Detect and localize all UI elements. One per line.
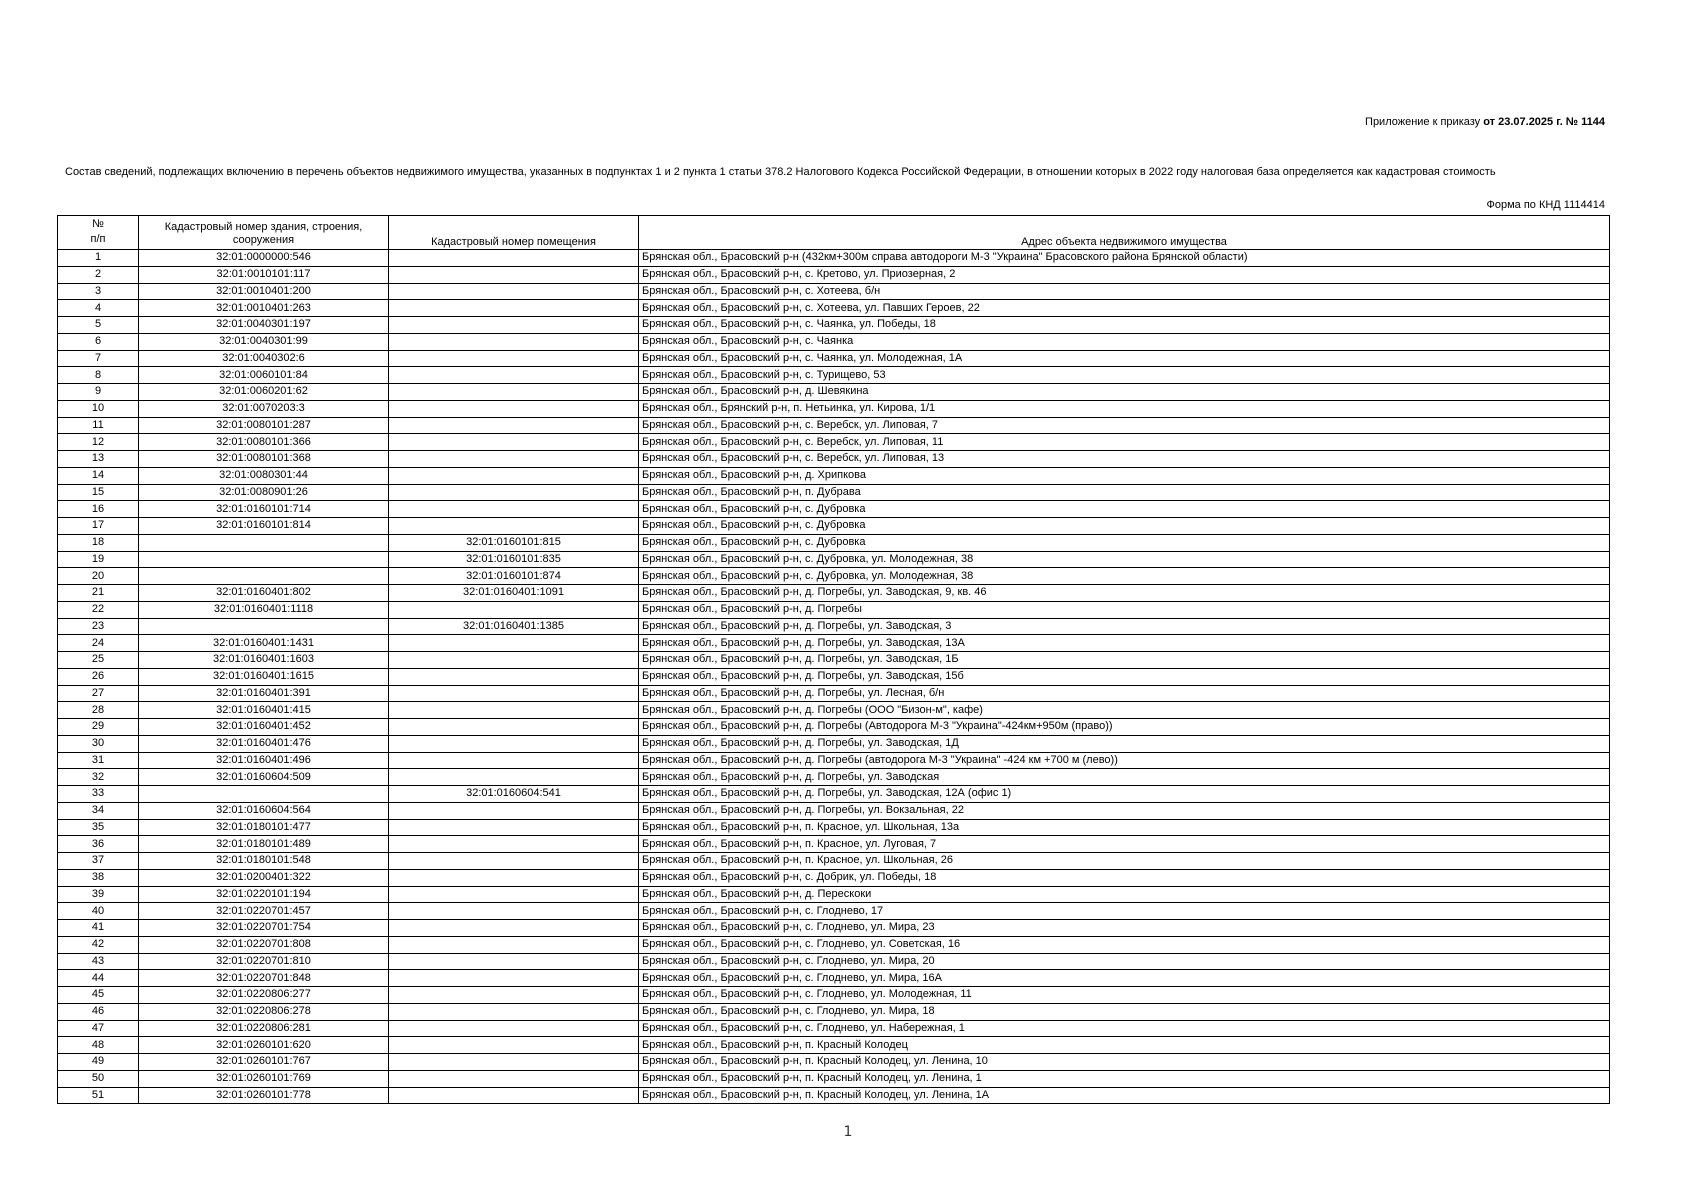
table-row — [58, 400, 1610, 417]
room-cadastral-cell — [389, 936, 639, 953]
room-cadastral-cell — [389, 1037, 639, 1054]
address-cell: Брянская обл., Брасовский р-н, д. Погребы (Автодорога М-3 "Украина"-424км+950м (право)) — [639, 719, 1610, 736]
building-cadastral-cell: 32:01:0060201:62 — [139, 384, 389, 401]
building-cadastral-cell: 32:01:0040301:197 — [139, 317, 389, 334]
building-cadastral-cell: 32:01:0220806:281 — [139, 1020, 389, 1037]
address-cell: Брянская обл., Брасовский р-н, д. Погребы, ул. Заводская, 1Б — [639, 652, 1610, 669]
room-cadastral-cell — [389, 635, 639, 652]
room-cadastral-cell — [389, 769, 639, 786]
building-cadastral-cell — [139, 568, 389, 585]
table-row — [58, 886, 1610, 903]
row-number-cell: 10 — [58, 400, 139, 417]
room-cadastral-cell — [389, 1087, 639, 1104]
building-cadastral-cell — [139, 534, 389, 551]
address-cell: Брянская обл., Брасовский р-н (432км+300м справа автодороги М-3 "Украина" Брасовского района Брянской области) — [639, 250, 1610, 267]
address-cell: Брянская обл., Брасовский р-н, п. Красное, ул. Школьная, 26 — [639, 853, 1610, 870]
table-row — [58, 317, 1610, 334]
row-number-cell: 46 — [58, 1003, 139, 1020]
building-cadastral-cell: 32:01:0080101:368 — [139, 451, 389, 468]
column-header-address: Адрес объекта недвижимого имущества — [639, 216, 1610, 250]
table-row — [58, 501, 1610, 518]
building-cadastral-cell: 32:01:0220701:808 — [139, 936, 389, 953]
row-number-cell: 16 — [58, 501, 139, 518]
table-row — [58, 417, 1610, 434]
building-cadastral-cell: 32:01:0080101:366 — [139, 434, 389, 451]
address-cell: Брянская обл., Брасовский р-н, д. Погребы, ул. Заводская, 15б — [639, 668, 1610, 685]
row-number-cell: 19 — [58, 551, 139, 568]
room-cadastral-cell: 32:01:0160101:874 — [389, 568, 639, 585]
building-cadastral-cell: 32:01:0160101:814 — [139, 518, 389, 535]
building-cadastral-cell — [139, 551, 389, 568]
table-row — [58, 819, 1610, 836]
room-cadastral-cell — [389, 1003, 639, 1020]
building-cadastral-cell: 32:01:0260101:778 — [139, 1087, 389, 1104]
address-cell: Брянская обл., Брасовский р-н, с. Чаянка — [639, 333, 1610, 350]
building-cadastral-cell: 32:01:0260101:620 — [139, 1037, 389, 1054]
room-cadastral-cell — [389, 1020, 639, 1037]
address-cell: Брянская обл., Брасовский р-н, д. Погребы, ул. Заводская — [639, 769, 1610, 786]
table-row — [58, 1087, 1610, 1104]
building-cadastral-cell: 32:01:0010401:200 — [139, 283, 389, 300]
building-cadastral-cell — [139, 786, 389, 803]
building-cadastral-cell: 32:01:0000000:546 — [139, 250, 389, 267]
room-cadastral-cell: 32:01:0160604:541 — [389, 786, 639, 803]
address-cell: Брянская обл., Брасовский р-н, с. Глоднево, ул. Мира, 20 — [639, 953, 1610, 970]
address-cell: Брянская обл., Брасовский р-н, д. Погребы, ул. Заводская, 12А (офис 1) — [639, 786, 1610, 803]
row-number-cell: 41 — [58, 920, 139, 937]
row-number-cell: 24 — [58, 635, 139, 652]
row-number-cell: 48 — [58, 1037, 139, 1054]
address-cell: Брянская обл., Брасовский р-н, д. Шевякина — [639, 384, 1610, 401]
table-row — [58, 802, 1610, 819]
row-number-cell: 29 — [58, 719, 139, 736]
table-row — [58, 367, 1610, 384]
row-number-cell: 9 — [58, 384, 139, 401]
table-row — [58, 970, 1610, 987]
row-number-cell: 51 — [58, 1087, 139, 1104]
address-cell: Брянская обл., Брасовский р-н, с. Кретово, ул. Приозерная, 2 — [639, 266, 1610, 283]
table-header-row — [58, 216, 1610, 250]
row-number-cell: 15 — [58, 484, 139, 501]
address-cell: Брянская обл., Брасовский р-н, с. Дубровка — [639, 534, 1610, 551]
room-cadastral-cell: 32:01:0160401:1091 — [389, 585, 639, 602]
building-cadastral-cell: 32:01:0160401:802 — [139, 585, 389, 602]
room-cadastral-cell: 32:01:0160101:835 — [389, 551, 639, 568]
row-number-cell: 47 — [58, 1020, 139, 1037]
building-cadastral-cell: 32:01:0160604:509 — [139, 769, 389, 786]
row-number-cell: 35 — [58, 819, 139, 836]
table-row — [58, 250, 1610, 267]
row-number-cell: 6 — [58, 333, 139, 350]
building-cadastral-cell: 32:01:0180101:489 — [139, 836, 389, 853]
address-cell: Брянская обл., Брасовский р-н, д. Погребы (ООО "Бизон-м", кафе) — [639, 702, 1610, 719]
row-number-cell: 44 — [58, 970, 139, 987]
table-body — [58, 250, 1610, 1104]
address-cell: Брянская обл., Брасовский р-н, с. Веребск, ул. Липовая, 7 — [639, 417, 1610, 434]
row-number-cell: 13 — [58, 451, 139, 468]
table-row — [58, 769, 1610, 786]
table-row — [58, 836, 1610, 853]
table-row — [58, 936, 1610, 953]
room-cadastral-cell — [389, 434, 639, 451]
address-cell: Брянская обл., Брасовский р-н, с. Глоднево, ул. Советская, 16 — [639, 936, 1610, 953]
room-cadastral-cell — [389, 752, 639, 769]
address-cell: Брянская обл., Брасовский р-н, п. Красный Колодец, ул. Ленина, 1А — [639, 1087, 1610, 1104]
room-cadastral-cell — [389, 987, 639, 1004]
row-number-cell: 38 — [58, 869, 139, 886]
page-number: 1 — [843, 1124, 853, 1140]
address-cell: Брянская обл., Брасовский р-н, с. Глоднево, ул. Мира, 18 — [639, 1003, 1610, 1020]
row-number-cell: 33 — [58, 786, 139, 803]
table-row — [58, 903, 1610, 920]
table-row — [58, 534, 1610, 551]
room-cadastral-cell: 32:01:0160101:815 — [389, 534, 639, 551]
room-cadastral-cell — [389, 970, 639, 987]
address-cell: Брянская обл., Брянский р-н, п. Нетьинка, ул. Кирова, 1/1 — [639, 400, 1610, 417]
address-cell: Брянская обл., Брасовский р-н, с. Чаянка, ул. Победы, 18 — [639, 317, 1610, 334]
address-cell: Брянская обл., Брасовский р-н, с. Глоднево, ул. Мира, 16А — [639, 970, 1610, 987]
room-cadastral-cell — [389, 601, 639, 618]
row-number-cell: 34 — [58, 802, 139, 819]
table-row — [58, 987, 1610, 1004]
room-cadastral-cell — [389, 384, 639, 401]
room-cadastral-cell — [389, 886, 639, 903]
row-number-cell: 26 — [58, 668, 139, 685]
row-number-cell: 45 — [58, 987, 139, 1004]
row-number-cell: 12 — [58, 434, 139, 451]
row-number-cell: 21 — [58, 585, 139, 602]
table-row — [58, 333, 1610, 350]
appendix-note — [1365, 116, 1605, 128]
table-row — [58, 618, 1610, 635]
appendix-order-ref: от 23.07.2025 г. № 1144 — [1483, 116, 1605, 128]
table-row — [58, 1070, 1610, 1087]
table-row — [58, 451, 1610, 468]
row-number-cell: 32 — [58, 769, 139, 786]
document-title: Состав сведений, подлежащих включению в перечень объектов недвижимого имущества, указанных в подпунктах 1 и 2 пункта 1 статьи 378.2 Налогового Кодекса Российской Федерации, в отношении которых в 2022 году налоговая база определяется как кадастровая стоимость — [65, 166, 1496, 178]
building-cadastral-cell: 32:01:0010101:117 — [139, 266, 389, 283]
room-cadastral-cell — [389, 317, 639, 334]
building-cadastral-cell: 32:01:0160401:391 — [139, 685, 389, 702]
table-row — [58, 484, 1610, 501]
room-cadastral-cell — [389, 1054, 639, 1071]
table-row — [58, 1003, 1610, 1020]
column-header-building-cadastral — [139, 216, 389, 250]
building-cadastral-cell: 32:01:0160401:476 — [139, 735, 389, 752]
room-cadastral-cell — [389, 467, 639, 484]
address-cell: Брянская обл., Брасовский р-н, с. Добрик, ул. Победы, 18 — [639, 869, 1610, 886]
row-number-cell: 42 — [58, 936, 139, 953]
building-cadastral-cell: 32:01:0010401:263 — [139, 300, 389, 317]
building-cadastral-cell: 32:01:0220806:277 — [139, 987, 389, 1004]
building-cadastral-cell: 32:01:0160401:452 — [139, 719, 389, 736]
building-cadastral-cell: 32:01:0160101:714 — [139, 501, 389, 518]
building-cadastral-cell: 32:01:0220701:754 — [139, 920, 389, 937]
building-cadastral-cell: 32:01:0160401:1431 — [139, 635, 389, 652]
address-cell: Брянская обл., Брасовский р-н, д. Погребы, ул. Заводская, 1Д — [639, 735, 1610, 752]
address-cell: Брянская обл., Брасовский р-н, д. Хрипкова — [639, 467, 1610, 484]
room-cadastral-cell: 32:01:0160401:1385 — [389, 618, 639, 635]
building-cadastral-cell: 32:01:0160401:1615 — [139, 668, 389, 685]
row-number-cell: 2 — [58, 266, 139, 283]
address-cell: Брянская обл., Брасовский р-н, п. Красное, ул. Луговая, 7 — [639, 836, 1610, 853]
row-number-cell: 17 — [58, 518, 139, 535]
building-cadastral-cell: 32:01:0220101:194 — [139, 886, 389, 903]
building-cadastral-cell: 32:01:0180101:548 — [139, 853, 389, 870]
room-cadastral-cell — [389, 417, 639, 434]
table-row — [58, 551, 1610, 568]
address-cell: Брянская обл., Брасовский р-н, д. Погребы, ул. Заводская, 13А — [639, 635, 1610, 652]
table-row — [58, 568, 1610, 585]
address-cell: Брянская обл., Брасовский р-н, с. Дубровка — [639, 518, 1610, 535]
address-cell: Брянская обл., Брасовский р-н, с. Дубровка — [639, 501, 1610, 518]
building-cadastral-cell: 32:01:0160401:415 — [139, 702, 389, 719]
column-header-building-line1: Кадастровый номер здания, строения, — [164, 220, 363, 233]
table-row — [58, 518, 1610, 535]
table-row — [58, 384, 1610, 401]
room-cadastral-cell — [389, 920, 639, 937]
table-row — [58, 601, 1610, 618]
building-cadastral-cell: 32:01:0260101:769 — [139, 1070, 389, 1087]
building-cadastral-cell: 32:01:0260101:767 — [139, 1054, 389, 1071]
table-row — [58, 702, 1610, 719]
room-cadastral-cell — [389, 836, 639, 853]
row-number-cell: 22 — [58, 601, 139, 618]
table-row — [58, 786, 1610, 803]
address-cell: Брянская обл., Брасовский р-н, д. Погребы, ул. Вокзальная, 22 — [639, 802, 1610, 819]
room-cadastral-cell — [389, 802, 639, 819]
building-cadastral-cell: 32:01:0080101:287 — [139, 417, 389, 434]
room-cadastral-cell — [389, 300, 639, 317]
room-cadastral-cell — [389, 367, 639, 384]
room-cadastral-cell — [389, 400, 639, 417]
row-number-cell: 20 — [58, 568, 139, 585]
building-cadastral-cell: 32:01:0220701:457 — [139, 903, 389, 920]
address-cell: Брянская обл., Брасовский р-н, д. Перескоки — [639, 886, 1610, 903]
row-number-cell: 11 — [58, 417, 139, 434]
building-cadastral-cell: 32:01:0220806:278 — [139, 1003, 389, 1020]
building-cadastral-cell: 32:01:0080901:26 — [139, 484, 389, 501]
address-cell: Брянская обл., Брасовский р-н, с. Веребск, ул. Липовая, 13 — [639, 451, 1610, 468]
row-number-cell: 50 — [58, 1070, 139, 1087]
building-cadastral-cell: 32:01:0060101:84 — [139, 367, 389, 384]
row-number-cell: 5 — [58, 317, 139, 334]
room-cadastral-cell — [389, 518, 639, 535]
building-cadastral-cell: 32:01:0160604:564 — [139, 802, 389, 819]
room-cadastral-cell — [389, 719, 639, 736]
address-cell: Брянская обл., Брасовский р-н, с. Чаянка, ул. Молодежная, 1А — [639, 350, 1610, 367]
address-cell: Брянская обл., Брасовский р-н, д. Погребы — [639, 601, 1610, 618]
building-cadastral-cell: 32:01:0070203:3 — [139, 400, 389, 417]
column-header-number — [58, 216, 139, 250]
address-cell: Брянская обл., Брасовский р-н, с. Хотеева, ул. Павших Героев, 22 — [639, 300, 1610, 317]
room-cadastral-cell — [389, 250, 639, 267]
table-row — [58, 1037, 1610, 1054]
row-number-cell: 7 — [58, 350, 139, 367]
address-cell: Брянская обл., Брасовский р-н, с. Хотеева, б/н — [639, 283, 1610, 300]
address-cell: Брянская обл., Брасовский р-н, с. Глоднево, 17 — [639, 903, 1610, 920]
table-row — [58, 266, 1610, 283]
table-row — [58, 300, 1610, 317]
table-row — [58, 467, 1610, 484]
building-cadastral-cell: 32:01:0160401:1603 — [139, 652, 389, 669]
row-number-cell: 4 — [58, 300, 139, 317]
row-number-cell: 18 — [58, 534, 139, 551]
column-header-room-cadastral: Кадастровый номер помещения — [389, 216, 639, 250]
address-cell: Брянская обл., Брасовский р-н, д. Погребы, ул. Заводская, 3 — [639, 618, 1610, 635]
table-row — [58, 853, 1610, 870]
address-cell: Брянская обл., Брасовский р-н, п. Красный Колодец, ул. Ленина, 1 — [639, 1070, 1610, 1087]
row-number-cell: 49 — [58, 1054, 139, 1071]
table-row — [58, 719, 1610, 736]
row-number-cell: 25 — [58, 652, 139, 669]
address-cell: Брянская обл., Брасовский р-н, с. Дубровка, ул. Молодежная, 38 — [639, 568, 1610, 585]
table-row — [58, 652, 1610, 669]
row-number-cell: 43 — [58, 953, 139, 970]
room-cadastral-cell — [389, 350, 639, 367]
appendix-note-prefix: Приложение к приказу — [1365, 116, 1484, 128]
room-cadastral-cell — [389, 953, 639, 970]
address-cell: Брянская обл., Брасовский р-н, с. Турищево, 53 — [639, 367, 1610, 384]
table-row — [58, 920, 1610, 937]
room-cadastral-cell — [389, 451, 639, 468]
table-row — [58, 668, 1610, 685]
row-number-cell: 36 — [58, 836, 139, 853]
table-row — [58, 953, 1610, 970]
room-cadastral-cell — [389, 903, 639, 920]
column-header-number-line1: № — [92, 218, 104, 231]
table-row — [58, 1054, 1610, 1071]
address-cell: Брянская обл., Брасовский р-н, п. Красный Колодец — [639, 1037, 1610, 1054]
table-row — [58, 350, 1610, 367]
address-cell: Брянская обл., Брасовский р-н, д. Погребы, ул. Лесная, б/н — [639, 685, 1610, 702]
room-cadastral-cell — [389, 735, 639, 752]
table-row — [58, 735, 1610, 752]
room-cadastral-cell — [389, 685, 639, 702]
building-cadastral-cell: 32:01:0160401:496 — [139, 752, 389, 769]
building-cadastral-cell: 32:01:0180101:477 — [139, 819, 389, 836]
row-number-cell: 40 — [58, 903, 139, 920]
row-number-cell: 37 — [58, 853, 139, 870]
column-header-number-line2: п/п — [90, 233, 106, 245]
address-cell: Брянская обл., Брасовский р-н, с. Веребск, ул. Липовая, 11 — [639, 434, 1610, 451]
row-number-cell: 8 — [58, 367, 139, 384]
table-row — [58, 585, 1610, 602]
room-cadastral-cell — [389, 668, 639, 685]
room-cadastral-cell — [389, 333, 639, 350]
cadastral-objects-table — [57, 215, 1610, 1104]
building-cadastral-cell: 32:01:0160401:1118 — [139, 601, 389, 618]
form-code: Форма по КНД 1114414 — [1486, 199, 1605, 211]
room-cadastral-cell — [389, 484, 639, 501]
table-row — [58, 685, 1610, 702]
table-row — [58, 869, 1610, 886]
room-cadastral-cell — [389, 652, 639, 669]
room-cadastral-cell — [389, 1070, 639, 1087]
row-number-cell: 23 — [58, 618, 139, 635]
room-cadastral-cell — [389, 853, 639, 870]
room-cadastral-cell — [389, 501, 639, 518]
table-row — [58, 434, 1610, 451]
building-cadastral-cell — [139, 618, 389, 635]
building-cadastral-cell: 32:01:0200401:322 — [139, 869, 389, 886]
address-cell: Брянская обл., Брасовский р-н, с. Глоднево, ул. Мира, 23 — [639, 920, 1610, 937]
room-cadastral-cell — [389, 266, 639, 283]
address-cell: Брянская обл., Брасовский р-н, п. Красное, ул. Школьная, 13а — [639, 819, 1610, 836]
table-row — [58, 1020, 1610, 1037]
address-cell: Брянская обл., Брасовский р-н, п. Красный Колодец, ул. Ленина, 10 — [639, 1054, 1610, 1071]
row-number-cell: 14 — [58, 467, 139, 484]
row-number-cell: 39 — [58, 886, 139, 903]
address-cell: Брянская обл., Брасовский р-н, с. Дубровка, ул. Молодежная, 38 — [639, 551, 1610, 568]
building-cadastral-cell: 32:01:0220701:848 — [139, 970, 389, 987]
table-row — [58, 635, 1610, 652]
row-number-cell: 30 — [58, 735, 139, 752]
room-cadastral-cell — [389, 819, 639, 836]
address-cell: Брянская обл., Брасовский р-н, п. Дубрава — [639, 484, 1610, 501]
address-cell: Брянская обл., Брасовский р-н, д. Погребы (автодорога М-3 "Украина" -424 км +700 м (лево)) — [639, 752, 1610, 769]
column-header-building-line2: сооружения — [232, 234, 295, 247]
row-number-cell: 1 — [58, 250, 139, 267]
building-cadastral-cell: 32:01:0040301:99 — [139, 333, 389, 350]
room-cadastral-cell — [389, 702, 639, 719]
table-row — [58, 283, 1610, 300]
address-cell: Брянская обл., Брасовский р-н, д. Погребы, ул. Заводская, 9, кв. 46 — [639, 585, 1610, 602]
address-cell: Брянская обл., Брасовский р-н, с. Глоднево, ул. Набережная, 1 — [639, 1020, 1610, 1037]
building-cadastral-cell: 32:01:0040302:6 — [139, 350, 389, 367]
building-cadastral-cell: 32:01:0080301:44 — [139, 467, 389, 484]
row-number-cell: 31 — [58, 752, 139, 769]
table-row — [58, 752, 1610, 769]
row-number-cell: 27 — [58, 685, 139, 702]
address-cell: Брянская обл., Брасовский р-н, с. Глоднево, ул. Молодежная, 11 — [639, 987, 1610, 1004]
row-number-cell: 28 — [58, 702, 139, 719]
room-cadastral-cell — [389, 283, 639, 300]
room-cadastral-cell — [389, 869, 639, 886]
building-cadastral-cell: 32:01:0220701:810 — [139, 953, 389, 970]
row-number-cell: 3 — [58, 283, 139, 300]
